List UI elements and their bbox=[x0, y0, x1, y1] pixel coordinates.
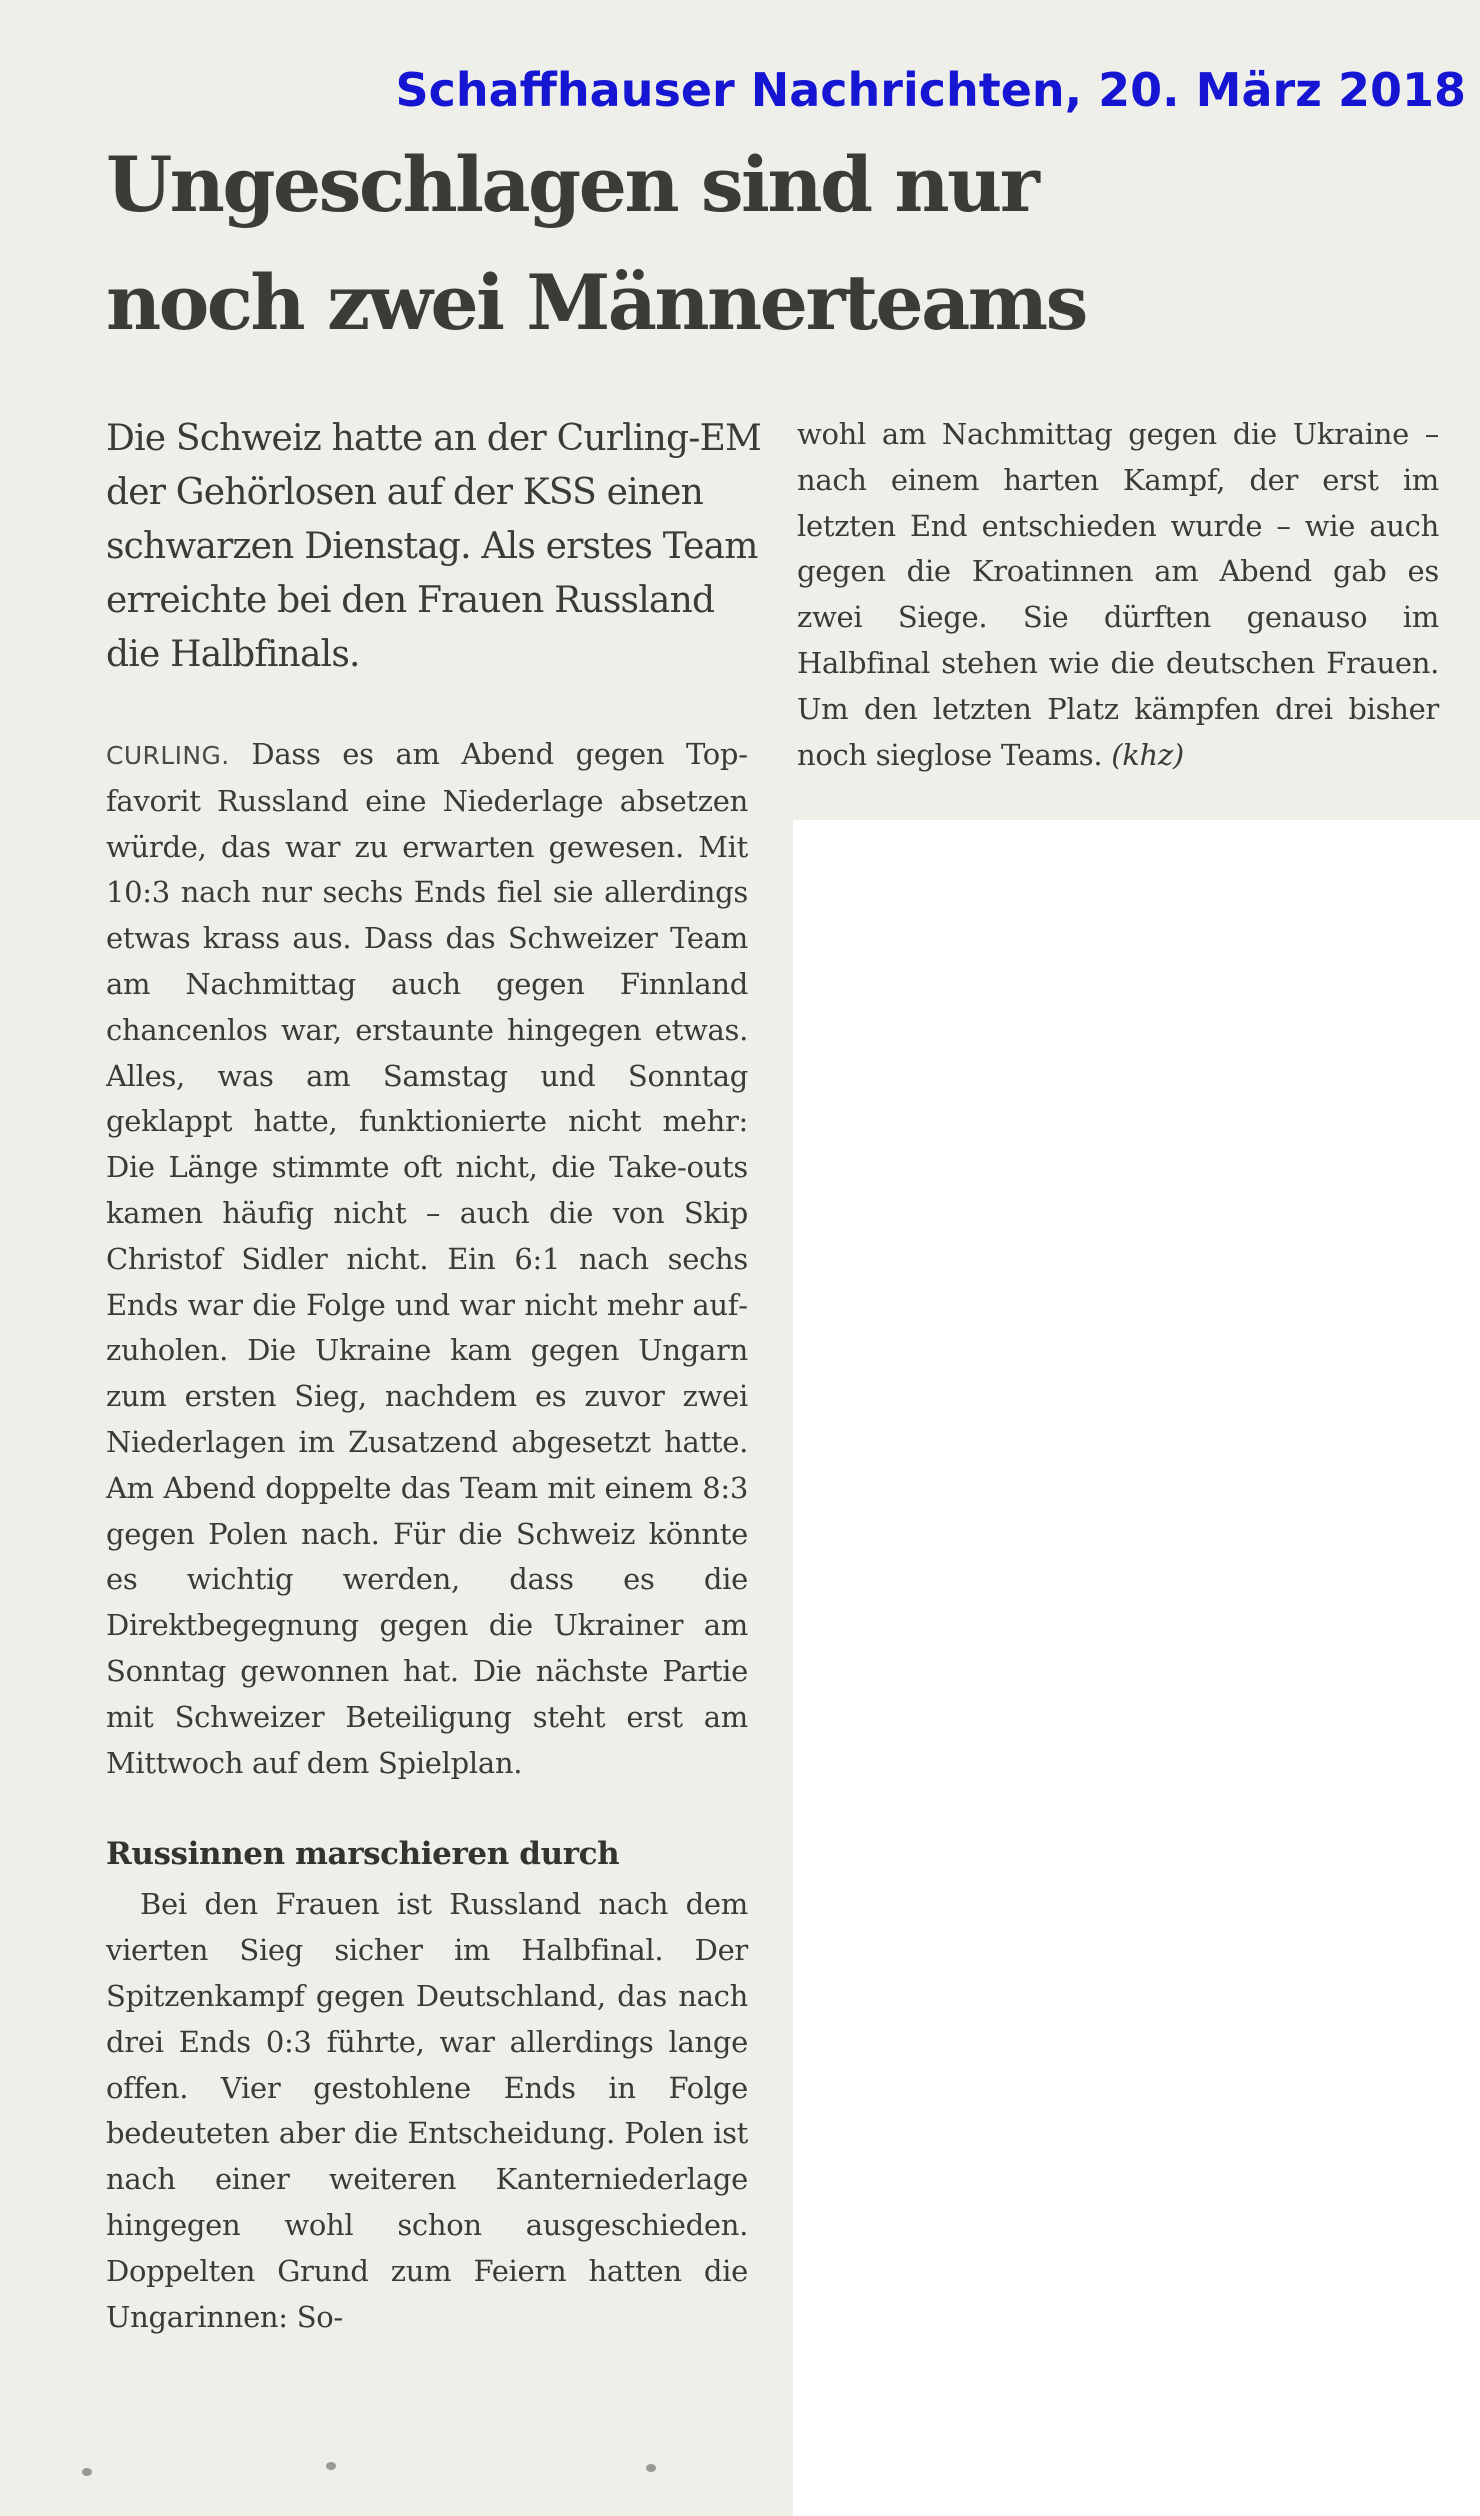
author-initials: (khz) bbox=[1111, 737, 1184, 772]
paragraph-1-text: Dass es am Abend gegen Topfavorit Russland eine Niederlage absetzen würde, das war zu erwarten gewesen. Mit 10:3 nach nur sechs Ends fiel sie allerdings etwas krass aus. Dass das Schweizer Team am Nachmittag auch gegen Finnland chancenlos war, erstaunte hingegen etwas. Alles, was am Samstag und Sonntag geklappt hatte, funktionierte nicht mehr: Die Länge stimmte oft nicht, die Take-outs kamen häufig nicht – auch die von Skip Christof Sidler nicht. Ein 6:1 nach sechs Ends war die Folge und war nicht mehr aufzuholen. Die Ukraine kam gegen Ungarn zum ersten Sieg, nachdem es zuvor zwei Niederlagen im Zusatzend abgesetzt hatte. Am Abend doppelte das Team mit einem 8:3 gegen Polen nach. Für die Schweiz könnte es wichtig werden, dass es die Direktbegegnung gegen die Ukrainer am Sonntag gewonnen hat. Die nächste Partie mit Schweizer Beteiligung steht erst am Mittwoch auf dem Spielplan. bbox=[106, 737, 748, 1780]
headline-line-2: noch zwei Männerteams bbox=[106, 258, 1086, 347]
staple-mark bbox=[82, 2468, 92, 2476]
article-body-right-column bbox=[797, 412, 1439, 778]
blank-area bbox=[793, 820, 1480, 2516]
source-caption: Schaffhauser Nachrichten, 20. März 2018 bbox=[395, 63, 1466, 117]
article-body-left-column bbox=[106, 732, 748, 2340]
article-paragraph-2-part-1: Bei den Frauen ist Russland nach dem vierten Sieg sicher im Halbfinal. Der Spitzenkampf gegen Deutschland, das nach drei Ends 0:3 führte, war allerdings lange offen. Vier gestohlene Ends in Folge bedeuteten aber die Entscheidung. Polen ist nach einer weiteren Kanterniederlage hingegen wohl schon ausgeschieden. Doppelten Grund zum Feiern hatten die Ungarinnen: So- bbox=[106, 1887, 748, 2334]
dateline: CURLING. bbox=[106, 741, 230, 770]
article-paragraph-1 bbox=[106, 732, 748, 1786]
staple-mark bbox=[326, 2462, 336, 2470]
subheading: Russinnen marschieren durch bbox=[106, 1836, 620, 1873]
paragraph-2-continued: wohl am Nachmittag gegen die Ukraine – nach einem harten Kampf, der erst im letzten End entschieden wurde – wie auch gegen die Kroatinnen am Abend gab es zwei Siege. Sie dürften genauso im Halbfinal stehen wie die deutschen Frauen. Um den letzten Platz kämpfen drei bisher noch sieglose Teams. bbox=[797, 417, 1439, 772]
staple-mark bbox=[646, 2464, 656, 2472]
headline-line-1: Ungeschlagen sind nur bbox=[106, 140, 1038, 229]
lead-paragraph: Die Schweiz hatte an der Curling-EM der Gehörlosen auf der KSS einen schwarzen Dienstag. Als erstes Team erreichte bei den Frauen Russland die Halbfinals. bbox=[106, 418, 762, 675]
headline bbox=[106, 126, 1206, 362]
